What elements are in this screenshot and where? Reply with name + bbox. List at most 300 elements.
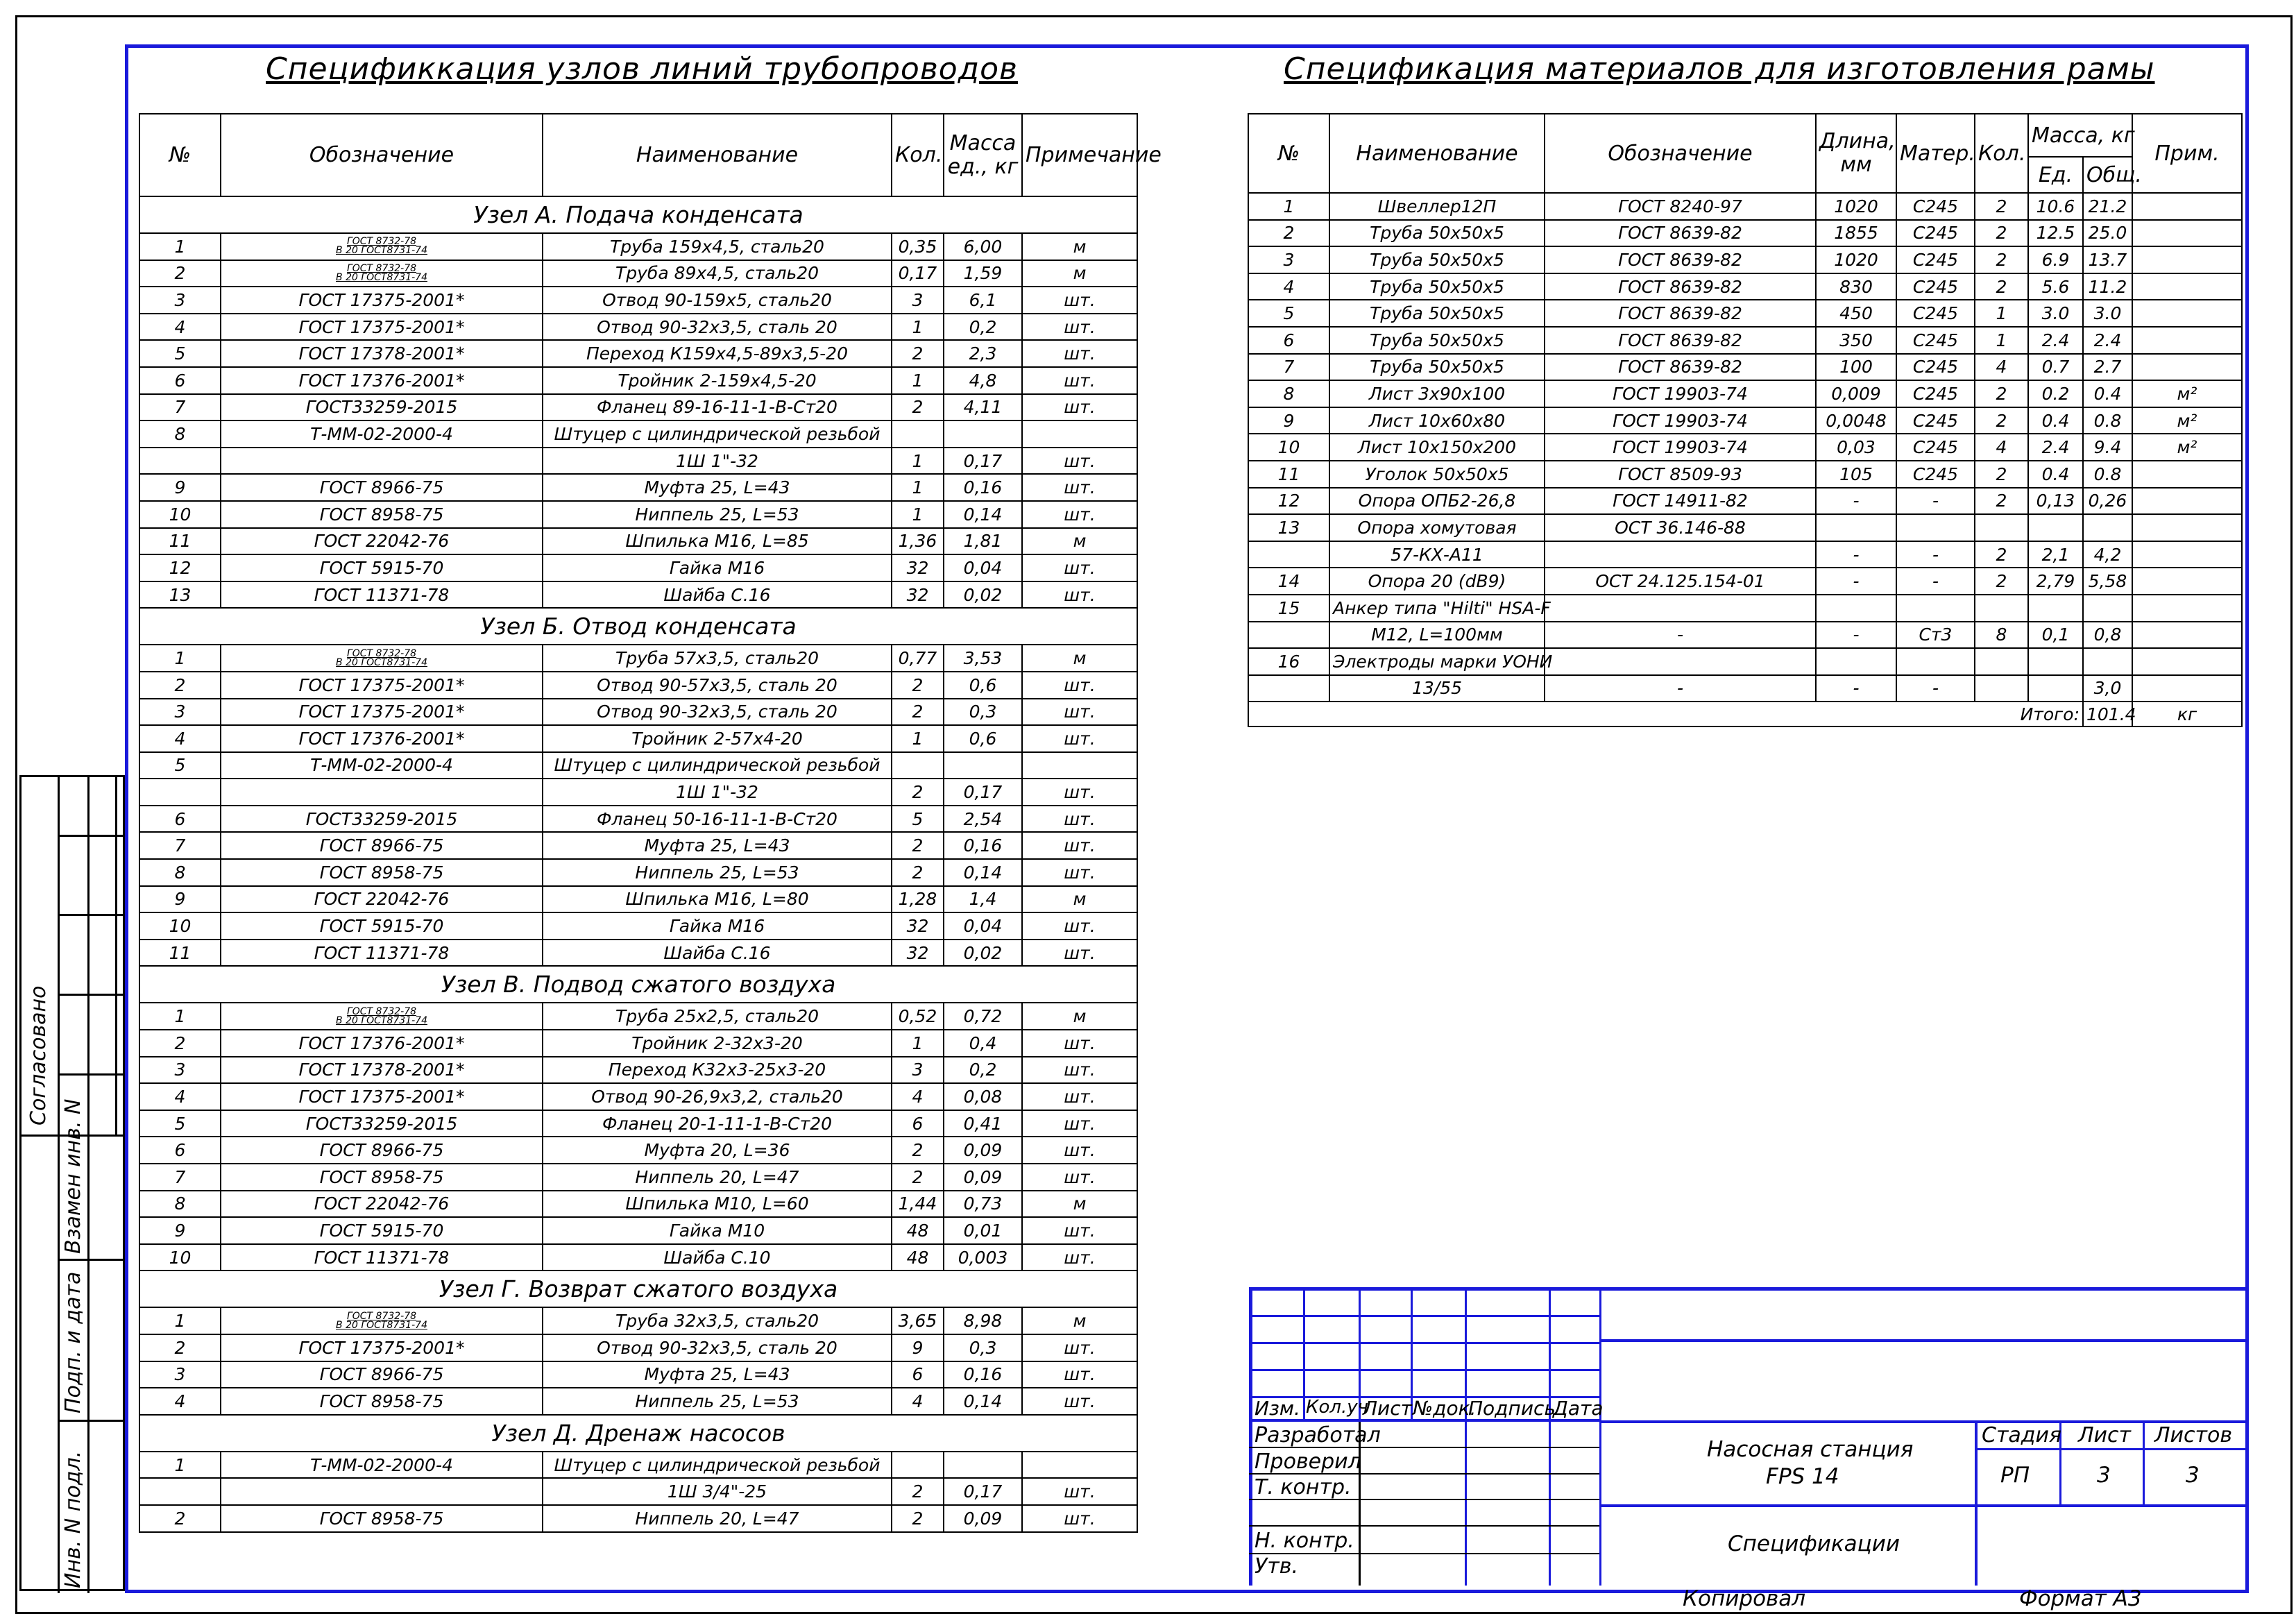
table-row <box>1248 407 2242 434</box>
cell-material: - <box>1896 488 1975 515</box>
cell-mass: 0,17 <box>944 448 1022 475</box>
cell-mass: 0,6 <box>944 672 1022 699</box>
col-header-mass: Масса ед., кг <box>944 114 1022 196</box>
table-row <box>139 645 1137 672</box>
cell-no: 9 <box>139 886 221 913</box>
cell-no: 10 <box>139 501 221 528</box>
cell-name: Ниппель 25, L=53 <box>543 501 892 528</box>
cell-name: Анкер типа "Hilti" HSA-F <box>1329 595 1545 622</box>
cell-no: 7 <box>1248 354 1329 381</box>
cell-name: 1Ш 1"-32 <box>543 779 892 806</box>
cell-qty: 2 <box>1975 461 2028 488</box>
sheets-label: Листов <box>2154 1423 2233 1447</box>
cell-name: Труба 50х50х5 <box>1329 273 1545 300</box>
cell-qty <box>892 752 944 779</box>
cell-material <box>1896 648 1975 675</box>
total-label: Итого: <box>1248 702 2083 726</box>
mat-col-header-qty: Кол. <box>1975 114 2028 193</box>
cell-note: шт. <box>1022 806 1137 833</box>
cell-designation: ГОСТ 8958-75 <box>221 1164 543 1191</box>
cell-no: 1 <box>139 233 221 260</box>
cell-no: 11 <box>139 528 221 555</box>
cell-designation: ГОСТ 17378-2001* <box>221 1057 543 1084</box>
cell-qty: 1 <box>892 725 944 752</box>
cell-note: м <box>1022 1307 1137 1334</box>
table-row <box>1248 568 2242 595</box>
cell-mass-total: 9.4 <box>2083 434 2132 461</box>
col-header-qty: Кол. <box>892 114 944 196</box>
table-row <box>139 1083 1137 1110</box>
cell-mass: 0,09 <box>944 1164 1022 1191</box>
cell-name: 13/55 <box>1329 675 1545 702</box>
cell-note <box>2132 461 2242 488</box>
cell-qty: 1,44 <box>892 1191 944 1218</box>
cell-qty: 2 <box>892 394 944 421</box>
cell-mass-total: 5,58 <box>2083 568 2132 595</box>
cell-qty: 32 <box>892 940 944 967</box>
table-row <box>139 1110 1137 1137</box>
section-header-row <box>139 1415 1137 1452</box>
cell-note: шт. <box>1022 314 1137 341</box>
tb-header-docno: №док. <box>1413 1397 1477 1420</box>
cell-designation: ГОСТ 8509-93 <box>1545 461 1816 488</box>
cell-no: 8 <box>139 420 221 448</box>
cell-note: м² <box>2132 434 2242 461</box>
cell-mass: 0,16 <box>944 1361 1022 1388</box>
cell-name: Уголок 50х50х5 <box>1329 461 1545 488</box>
table-row <box>139 1137 1137 1164</box>
cell-designation: ГОСТ33259-2015 <box>221 394 543 421</box>
cell-designation <box>221 233 543 260</box>
cell-no <box>1248 622 1329 649</box>
cell-mass: 4,11 <box>944 394 1022 421</box>
cell-note <box>2132 273 2242 300</box>
cell-designation <box>221 448 543 475</box>
cell-designation: ГОСТ 8966-75 <box>221 1361 543 1388</box>
table-row <box>1248 675 2242 702</box>
cell-designation <box>221 1478 543 1505</box>
mat-col-header-no: № <box>1248 114 1329 193</box>
cell-name: Муфта 25, L=43 <box>543 832 892 859</box>
cell-mass-total <box>2083 514 2132 541</box>
cell-name: Шайба С.10 <box>543 1244 892 1271</box>
cell-mass <box>944 752 1022 779</box>
cell-mass: 0,73 <box>944 1191 1022 1218</box>
cell-mass: 0,17 <box>944 779 1022 806</box>
mat-col-header-length: Длина, мм <box>1816 114 1896 193</box>
cell-mass: 0,09 <box>944 1137 1022 1164</box>
cell-designation: ГОСТ 17375-2001* <box>221 1083 543 1110</box>
cell-material: Ст3 <box>1896 622 1975 649</box>
copied-label: Копировал <box>1683 1586 1806 1611</box>
cell-name: Ниппель 20, L=47 <box>543 1505 892 1532</box>
table-row <box>139 420 1137 448</box>
cell-mass-total: 0.4 <box>2083 380 2132 407</box>
cell-name: Отвод 90-159х5, сталь20 <box>543 287 892 314</box>
cell-note: шт. <box>1022 832 1137 859</box>
table-row <box>139 699 1137 726</box>
cell-length: - <box>1816 488 1896 515</box>
cell-mass-total: 2.7 <box>2083 354 2132 381</box>
cell-note: шт. <box>1022 1083 1137 1110</box>
cell-no: 6 <box>139 367 221 394</box>
table-row <box>1248 220 2242 247</box>
table-row <box>139 832 1137 859</box>
cell-name: 1Ш 3/4"-25 <box>543 1478 892 1505</box>
cell-qty: 32 <box>892 912 944 940</box>
cell-mass-unit: 0,1 <box>2028 622 2083 649</box>
cell-length: 0,03 <box>1816 434 1896 461</box>
cell-designation: ГОСТ 17376-2001* <box>221 367 543 394</box>
cell-mass: 0,2 <box>944 1057 1022 1084</box>
cell-note: м² <box>2132 380 2242 407</box>
gost-stamp-line: ГОСТ 8732-78 <box>346 1310 417 1322</box>
cell-mass-total: 2.4 <box>2083 327 2132 354</box>
cell-name: 57-КХ-А11 <box>1329 541 1545 568</box>
cell-designation <box>221 260 543 287</box>
cell-name: Труба 50х50х5 <box>1329 246 1545 273</box>
cell-note <box>2132 675 2242 702</box>
cell-material: С245 <box>1896 246 1975 273</box>
cell-name: Шпилька М10, L=60 <box>543 1191 892 1218</box>
cell-note: м <box>1022 1003 1137 1030</box>
table-row <box>139 886 1137 913</box>
sign-date-label: Подп. и дата <box>61 1271 85 1413</box>
cell-note: шт. <box>1022 1334 1137 1361</box>
cell-note: шт. <box>1022 699 1137 726</box>
cell-mass: 0,6 <box>944 725 1022 752</box>
cell-no: 6 <box>139 1137 221 1164</box>
material-spec-title: Спецификация материалов для изготовления рамы <box>1284 51 2155 87</box>
cell-name: Шпилька М16, L=85 <box>543 528 892 555</box>
cell-mass-unit: 2.4 <box>2028 327 2083 354</box>
mat-col-header-note: Прим. <box>2132 114 2242 193</box>
cell-no: 2 <box>139 1334 221 1361</box>
project-name-line2: FPS 14 <box>1766 1464 1839 1489</box>
cell-qty: 2 <box>1975 273 2028 300</box>
cell-note: м <box>1022 528 1137 555</box>
cell-qty <box>1975 595 2028 622</box>
cell-name: Муфта 25, L=43 <box>543 474 892 501</box>
cell-designation: ГОСТ 8639-82 <box>1545 246 1816 273</box>
cell-qty: 2 <box>1975 541 2028 568</box>
cell-no: 9 <box>139 474 221 501</box>
cell-qty: 1,36 <box>892 528 944 555</box>
role-norm-control: Н. контр. <box>1255 1529 1354 1553</box>
cell-qty: 1,28 <box>892 886 944 913</box>
cell-name: Опора ОПБ2-26,8 <box>1329 488 1545 515</box>
cell-qty: 1 <box>892 1030 944 1057</box>
cell-name: Штуцер с цилиндрической резьбой <box>543 1452 892 1479</box>
cell-designation: ГОСТ 14911-82 <box>1545 488 1816 515</box>
cell-qty: 3,65 <box>892 1307 944 1334</box>
cell-qty: 4 <box>1975 354 2028 381</box>
cell-no: 2 <box>139 1505 221 1532</box>
cell-length: 0,0048 <box>1816 407 1896 434</box>
cell-length: 105 <box>1816 461 1896 488</box>
table-row <box>139 501 1137 528</box>
table-row <box>139 752 1137 779</box>
table-row <box>139 448 1137 475</box>
gost-stamp-line: ГОСТ 8732-78 <box>346 1005 417 1017</box>
cell-designation <box>221 1003 543 1030</box>
cell-name: Фланец 50-16-11-1-В-Ст20 <box>543 806 892 833</box>
cell-length: - <box>1816 568 1896 595</box>
cell-material: С245 <box>1896 380 1975 407</box>
document-title: Спецификации <box>1728 1531 1900 1556</box>
cell-note <box>2132 488 2242 515</box>
cell-length: - <box>1816 675 1896 702</box>
cell-no: 10 <box>139 912 221 940</box>
cell-mass-total: 0.8 <box>2083 407 2132 434</box>
cell-designation <box>221 645 543 672</box>
table-row <box>139 1361 1137 1388</box>
cell-name: Шайба С.16 <box>543 581 892 609</box>
cell-no <box>139 779 221 806</box>
cell-note: м <box>1022 1191 1137 1218</box>
material-spec-table <box>1248 113 2243 727</box>
cell-no: 7 <box>139 394 221 421</box>
cell-designation: ГОСТ 5915-70 <box>221 912 543 940</box>
table-row <box>139 287 1137 314</box>
cell-designation: ГОСТ 8639-82 <box>1545 273 1816 300</box>
cell-name: Фланец 20-1-11-1-В-Ст20 <box>543 1110 892 1137</box>
cell-mass: 0,02 <box>944 581 1022 609</box>
table-row <box>139 1164 1137 1191</box>
role-developed: Разработал <box>1255 1423 1381 1447</box>
cell-qty: 2 <box>892 1505 944 1532</box>
section-title: Узел В. Подвод сжатого воздуха <box>139 966 1137 1003</box>
cell-designation: ГОСТ 17375-2001* <box>221 699 543 726</box>
cell-length: 1020 <box>1816 193 1896 220</box>
cell-name: Ниппель 25, L=53 <box>543 1388 892 1415</box>
cell-mass-unit: 0.2 <box>2028 380 2083 407</box>
table-row <box>139 340 1137 367</box>
cell-name: Гайка М10 <box>543 1217 892 1244</box>
cell-qty: 2 <box>1975 246 2028 273</box>
table-row <box>139 394 1137 421</box>
cell-no: 3 <box>139 1057 221 1084</box>
cell-name: Гайка М16 <box>543 554 892 581</box>
mat-col-header-material: Матер. <box>1896 114 1975 193</box>
tb-header-count: Кол.уч <box>1306 1397 1368 1418</box>
cell-no: 5 <box>1248 300 1329 327</box>
cell-material: С245 <box>1896 434 1975 461</box>
cell-length <box>1816 514 1896 541</box>
cell-mass <box>944 420 1022 448</box>
cell-mass: 0,4 <box>944 1030 1022 1057</box>
cell-note: шт. <box>1022 1057 1137 1084</box>
cell-mass: 0,04 <box>944 554 1022 581</box>
cell-designation <box>1545 595 1816 622</box>
cell-designation: ГОСТ 17375-2001* <box>221 314 543 341</box>
cell-designation: ГОСТ33259-2015 <box>221 1110 543 1137</box>
cell-qty: 6 <box>892 1110 944 1137</box>
table-row <box>1248 300 2242 327</box>
cell-no: 11 <box>1248 461 1329 488</box>
role-tech-control: Т. контр. <box>1255 1475 1352 1499</box>
cell-name: Труба 89х4,5, сталь20 <box>543 260 892 287</box>
table-row <box>1248 354 2242 381</box>
table-row <box>139 1217 1137 1244</box>
cell-designation: - <box>1545 622 1816 649</box>
cell-note <box>2132 595 2242 622</box>
cell-designation: ГОСТ 17375-2001* <box>221 672 543 699</box>
cell-designation: ГОСТ 8958-75 <box>221 1505 543 1532</box>
cell-no: 5 <box>139 752 221 779</box>
cell-name: Фланец 89-16-11-1-В-Ст20 <box>543 394 892 421</box>
cell-name: Труба 50х50х5 <box>1329 354 1545 381</box>
cell-note <box>2132 246 2242 273</box>
cell-mass: 0,01 <box>944 1217 1022 1244</box>
cell-note: шт. <box>1022 1388 1137 1415</box>
cell-qty: 32 <box>892 581 944 609</box>
cell-mass: 8,98 <box>944 1307 1022 1334</box>
cell-note <box>2132 541 2242 568</box>
gost-stamp-line: ГОСТ 8732-78 <box>346 647 417 659</box>
cell-name: Штуцер с цилиндрической резьбой <box>543 420 892 448</box>
cell-note: шт. <box>1022 1217 1137 1244</box>
cell-note: шт. <box>1022 448 1137 475</box>
cell-mass: 0,2 <box>944 314 1022 341</box>
cell-mass: 0,003 <box>944 1244 1022 1271</box>
cell-name: Тройник 2-159х4,5-20 <box>543 367 892 394</box>
cell-designation: ГОСТ 5915-70 <box>221 554 543 581</box>
cell-designation: Т-ММ-02-2000-4 <box>221 420 543 448</box>
cell-no: 14 <box>1248 568 1329 595</box>
cell-no: 8 <box>1248 380 1329 407</box>
cell-designation: ГОСТ 8958-75 <box>221 859 543 886</box>
cell-qty: 2 <box>892 1137 944 1164</box>
cell-qty <box>892 1452 944 1479</box>
col-header-note: Примечание <box>1022 114 1137 196</box>
cell-length: 0,009 <box>1816 380 1896 407</box>
cell-mass-total: 13.7 <box>2083 246 2132 273</box>
cell-name: Переход К159х4,5-89х3,5-20 <box>543 340 892 367</box>
gost-stamp-line: В 20 ГОСТ8731-74 <box>336 656 427 668</box>
cell-no: 1 <box>1248 193 1329 220</box>
table-row <box>139 1307 1137 1334</box>
tb-header-change: Изм. <box>1255 1397 1300 1420</box>
cell-mass-total: 3.0 <box>2083 300 2132 327</box>
orig-inv-label: Инв. N подл. <box>61 1450 85 1588</box>
gost-stamp-line: ГОСТ 8732-78 <box>346 262 417 274</box>
stage-value: РП <box>2000 1463 2030 1488</box>
cell-note: шт. <box>1022 501 1137 528</box>
cell-mass: 0,14 <box>944 1388 1022 1415</box>
mat-col-header-name: Наименование <box>1329 114 1545 193</box>
cell-designation: ГОСТ 11371-78 <box>221 1244 543 1271</box>
cell-note: шт. <box>1022 394 1137 421</box>
cell-no: 4 <box>1248 273 1329 300</box>
cell-material: С245 <box>1896 300 1975 327</box>
table-row <box>139 1388 1137 1415</box>
cell-name: Ниппель 20, L=47 <box>543 1164 892 1191</box>
cell-name: Труба 32х3,5, сталь20 <box>543 1307 892 1334</box>
cell-length: 1020 <box>1816 246 1896 273</box>
cell-mass-unit: 0,13 <box>2028 488 2083 515</box>
cell-no: 1 <box>139 1307 221 1334</box>
sheet-label: Лист <box>2078 1423 2132 1447</box>
cell-note <box>2132 220 2242 247</box>
cell-designation: ГОСТ 8639-82 <box>1545 327 1816 354</box>
cell-no: 10 <box>1248 434 1329 461</box>
cell-mass: 0,17 <box>944 1478 1022 1505</box>
cell-name: М12, L=100мм <box>1329 622 1545 649</box>
cell-mass: 2,54 <box>944 806 1022 833</box>
table-row <box>139 1057 1137 1084</box>
cell-designation: ГОСТ 17376-2001* <box>221 1030 543 1057</box>
cell-no: 5 <box>139 340 221 367</box>
cell-material: - <box>1896 541 1975 568</box>
cell-designation: ГОСТ 19903-74 <box>1545 380 1816 407</box>
cell-designation: Т-ММ-02-2000-4 <box>221 1452 543 1479</box>
cell-note <box>2132 514 2242 541</box>
cell-designation: ГОСТ 8639-82 <box>1545 300 1816 327</box>
cell-material: С245 <box>1896 273 1975 300</box>
cell-note <box>1022 1452 1137 1479</box>
cell-mass-total: 11.2 <box>2083 273 2132 300</box>
cell-note: м <box>1022 260 1137 287</box>
section-title: Узел А. Подача конденсата <box>139 196 1137 233</box>
total-value: 101.4 <box>2083 702 2132 726</box>
cell-material: С245 <box>1896 220 1975 247</box>
cell-name: Опора 20 (dВ9) <box>1329 568 1545 595</box>
gost-stamp-line: В 20 ГОСТ8731-74 <box>336 271 427 283</box>
cell-name: Лист 10х60х80 <box>1329 407 1545 434</box>
table-row <box>139 1003 1137 1030</box>
cell-no: 9 <box>139 1217 221 1244</box>
cell-mass: 0,16 <box>944 474 1022 501</box>
section-title: Узел Г. Возврат сжатого воздуха <box>139 1271 1137 1307</box>
cell-qty: 3 <box>892 287 944 314</box>
table-row <box>139 725 1137 752</box>
table-row <box>1248 380 2242 407</box>
cell-material: С245 <box>1896 193 1975 220</box>
cell-designation: ГОСТ 5915-70 <box>221 1217 543 1244</box>
cell-mass: 0,3 <box>944 699 1022 726</box>
cell-length: 830 <box>1816 273 1896 300</box>
cell-qty: 2 <box>892 340 944 367</box>
table-row <box>1248 514 2242 541</box>
cell-designation: ГОСТ 8958-75 <box>221 1388 543 1415</box>
cell-qty: 2 <box>1975 193 2028 220</box>
total-unit: кг <box>2132 702 2242 726</box>
cell-mass: 0,14 <box>944 859 1022 886</box>
cell-qty: 2 <box>1975 407 2028 434</box>
cell-mass: 0,72 <box>944 1003 1022 1030</box>
table-row <box>139 940 1137 967</box>
cell-qty: 1 <box>892 314 944 341</box>
cell-note: м <box>1022 233 1137 260</box>
cell-mass-total: 0.8 <box>2083 461 2132 488</box>
col-header-name: Наименование <box>543 114 892 196</box>
cell-no: 3 <box>139 699 221 726</box>
cell-no: 2 <box>1248 220 1329 247</box>
cell-qty: 2 <box>892 1164 944 1191</box>
cell-material <box>1896 595 1975 622</box>
pipe-spec-header-row <box>139 114 1137 196</box>
table-row <box>139 367 1137 394</box>
cell-qty: 2 <box>892 699 944 726</box>
cell-name: Тройник 2-32х3-20 <box>543 1030 892 1057</box>
cell-name: Отвод 90-32х3,5, сталь 20 <box>543 314 892 341</box>
cell-note: шт. <box>1022 287 1137 314</box>
table-row <box>139 581 1137 609</box>
cell-note: м <box>1022 886 1137 913</box>
cell-note: шт. <box>1022 340 1137 367</box>
cell-material: - <box>1896 675 1975 702</box>
